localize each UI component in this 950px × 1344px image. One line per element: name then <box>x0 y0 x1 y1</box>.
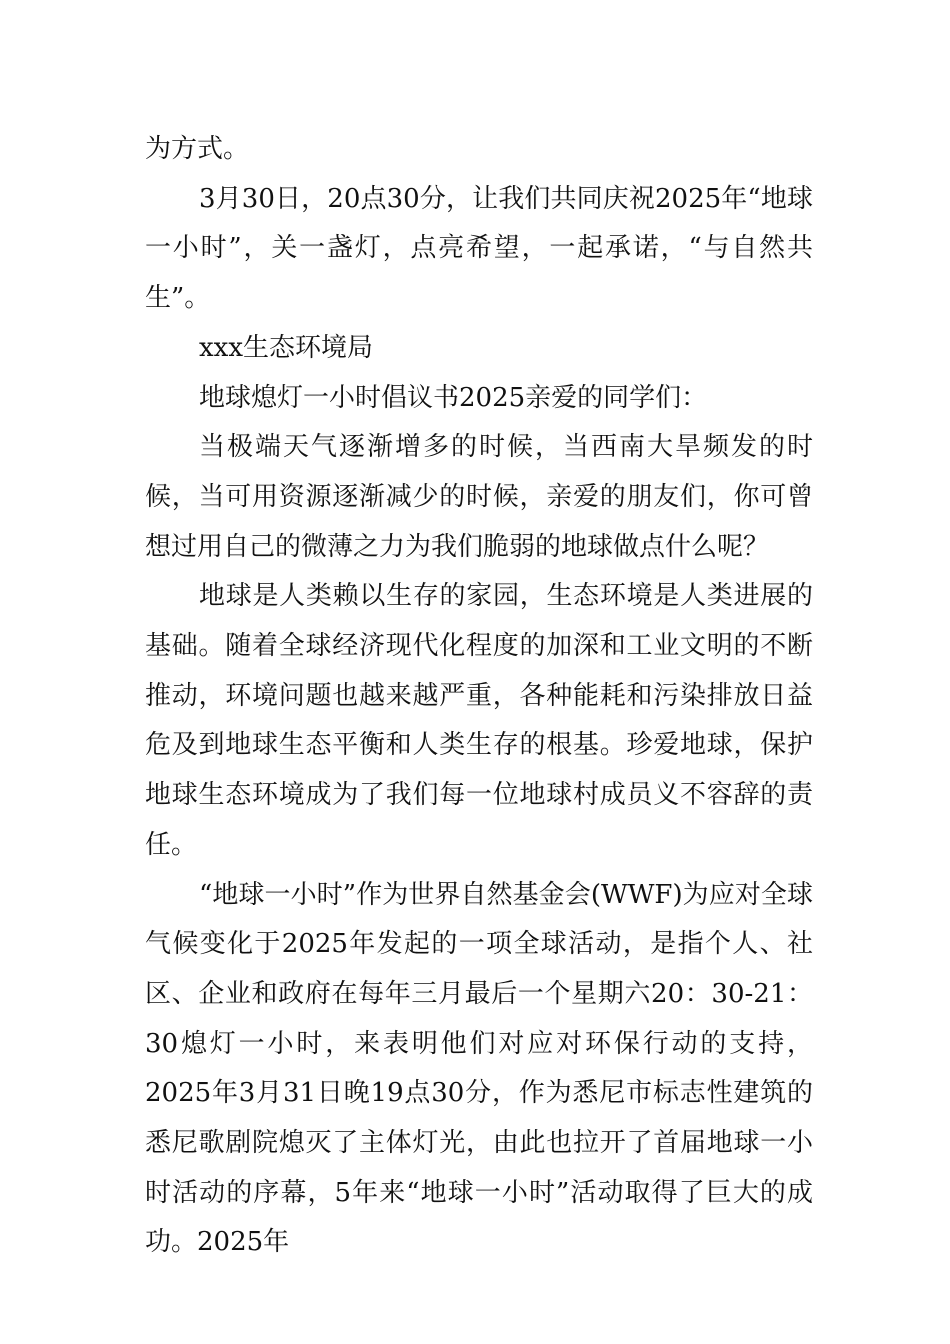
paragraph-1: 为方式。 <box>145 134 250 164</box>
paragraph-6: 地球是人类赖以生存的家园，生态环境是人类进展的基础。随着全球经济现代化程度的加深和工业文明的不断推动，环境问题也越来越严重，各种能耗和污染排放日益危及到地球生态平衡和人类生存的根基。珍爱地球，保护地球生态环境成为了我们每一位地球村成员义不容辞的责任。 <box>145 581 813 860</box>
document-body <box>145 125 813 1268</box>
paragraph-7: “地球一小时”作为世界自然基金会(WWF)为应对全球气候变化于2025年发起的一项全球活动，是指个人、社区、企业和政府在每年三月最后一个星期六20：30-21：30熄灯一小时，来表明他们对应对环保行动的支持，2025年3月31日晚19点30分，作为悉尼市标志性建筑的悉尼歌剧院熄灭了主体灯光，由此也拉开了首届地球一小时活动的序幕，5年来“地球一小时”活动取得了巨大的成功。2025年 <box>145 879 813 1258</box>
paragraph-5: 当极端天气逐渐增多的时候，当西南大旱频发的时候，当可用资源逐渐减少的时候，亲爱的朋友们，你可曾想过用自己的微薄之力为我们脆弱的地球做点什么呢？ <box>145 432 813 562</box>
paragraph-3-signature: xxx生态环境局 <box>199 332 373 363</box>
paragraph-4-heading: 地球熄灯一小时倡议书2025亲爱的同学们： <box>199 382 708 413</box>
paragraph-2: 3月30日，20点30分，让我们共同庆祝2025年“地球一小时”，关一盏灯，点亮希望，一起承诺，“与自然共生”。 <box>145 183 813 314</box>
